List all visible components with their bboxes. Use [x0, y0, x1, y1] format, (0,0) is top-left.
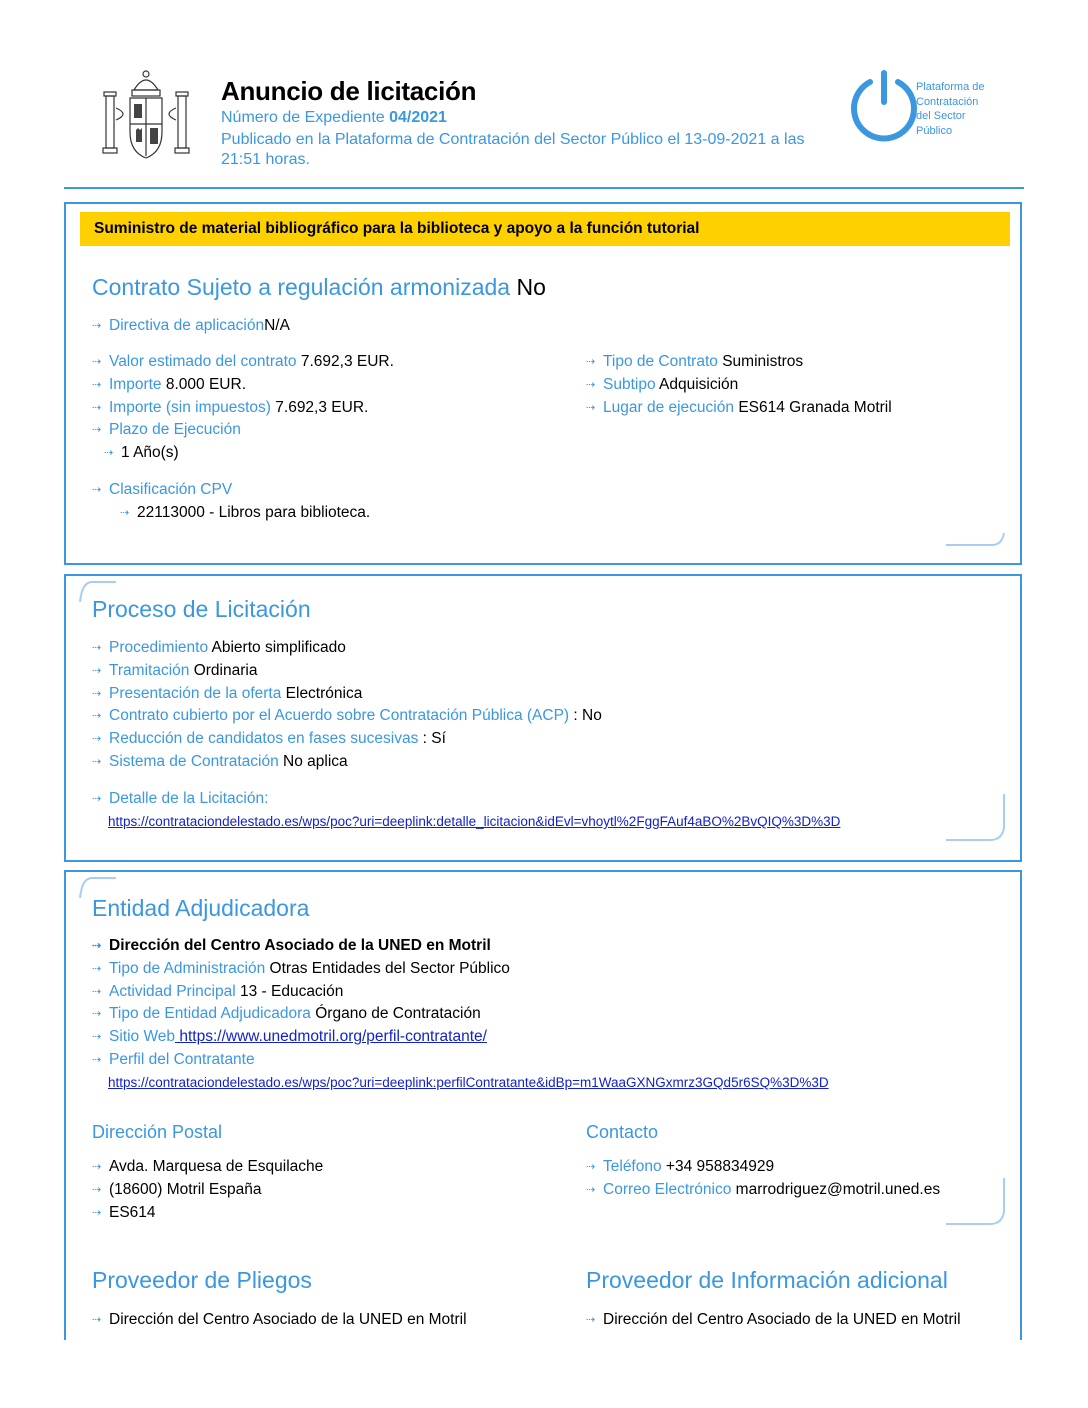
plazo-row: ⇢ Plazo de Ejecución — [92, 421, 241, 438]
actividad-row: ⇢ Actividad Principal 13 - Educación — [92, 983, 344, 1000]
sistema-row: ⇢ Sistema de Contratación No aplica — [92, 753, 348, 770]
platform-logo-line: Contratación — [916, 95, 979, 108]
arrow-icon: ⇢ — [92, 402, 102, 414]
entity-name-row: ⇢ Dirección del Centro Asociado de la UNED en Motril — [92, 937, 491, 954]
arrow-icon: ⇢ — [92, 793, 102, 805]
tramitacion-row: ⇢ Tramitación Ordinaria — [92, 662, 258, 679]
section-corner-decoration — [946, 529, 1006, 549]
arrow-icon: ⇢ — [92, 710, 102, 722]
arrow-icon: ⇢ — [92, 1161, 102, 1173]
importe-sin-row: ⇢ Importe (sin impuestos) 7.692,3 EUR. — [92, 399, 369, 416]
contract-title-bar: Suministro de material bibliográfico para la biblioteca y apoyo a la función tutorial — [80, 212, 1010, 246]
pliegos-row: ⇢ Dirección del Centro Asociado de la UNED en Motril — [92, 1311, 467, 1328]
perfil-contratante-link[interactable]: https://contrataciondelestado.es/wps/poc?uri=deeplink:perfilContratante&idBp=m1WaaGXNGxmrz3GQd5r6SQ%3D%3D — [108, 1075, 829, 1090]
plazo-value-row: ⇢ 1 Año(s) — [104, 444, 179, 461]
arrow-icon: ⇢ — [586, 402, 596, 414]
section-corner-decoration — [946, 1178, 1006, 1228]
process-section — [64, 574, 1022, 862]
postal-line: ⇢ (18600) Motril España — [92, 1181, 262, 1198]
arrow-icon: ⇢ — [92, 986, 102, 998]
arrow-icon: ⇢ — [92, 733, 102, 745]
entity-heading: Entidad Adjudicadora — [92, 895, 310, 921]
platform-power-icon — [848, 70, 920, 142]
cpv-row: ⇢ Clasificación CPV — [92, 481, 233, 498]
contact-heading: Contacto — [586, 1122, 659, 1142]
published-date: Publicado en la Plataforma de Contratación del Sector Público el 13-09-2021 a las 21:51 horas. — [221, 131, 805, 168]
importe-row: ⇢ Importe 8.000 EUR. — [92, 376, 247, 393]
perfil-row: ⇢ Perfil del Contratante — [92, 1051, 255, 1068]
sitio-web-link[interactable]: https://www.unedmotril.org/perfil-contratante/ — [175, 1028, 487, 1045]
arrow-icon: ⇢ — [120, 507, 130, 519]
arrow-icon: ⇢ — [92, 424, 102, 436]
platform-logo-line: del Sector — [916, 110, 966, 122]
arrow-icon: ⇢ — [92, 665, 102, 677]
contract-heading-value: No — [516, 274, 546, 300]
arrow-icon: ⇢ — [586, 1161, 596, 1173]
info-adicional-row: ⇢ Dirección del Centro Asociado de la UNED en Motril — [586, 1311, 961, 1328]
arrow-icon: ⇢ — [92, 1314, 102, 1326]
tipo-contrato-row: ⇢ Tipo de Contrato Suministros — [586, 353, 804, 370]
arrow-icon: ⇢ — [586, 356, 596, 368]
valor-row: ⇢ Valor estimado del contrato 7.692,3 EUR. — [92, 353, 394, 370]
lugar-row: ⇢ Lugar de ejecución ES614 Granada Motril — [586, 399, 892, 416]
pliegos-heading: Proveedor de Pliegos — [92, 1267, 312, 1293]
expediente-label: Número de Expediente — [221, 109, 390, 126]
header-divider — [64, 187, 1024, 189]
arrow-icon: ⇢ — [92, 688, 102, 700]
arrow-icon: ⇢ — [92, 320, 102, 332]
subtipo-row: ⇢ Subtipo Adquisición — [586, 376, 739, 393]
acp-row: ⇢ Contrato cubierto por el Acuerdo sobre Contratación Pública (ACP) : No — [92, 707, 602, 724]
platform-logo-text — [916, 80, 984, 138]
arrow-icon: ⇢ — [92, 1008, 102, 1020]
tipo-entidad-row: ⇢ Tipo de Entidad Adjudicadora Órgano de Contratación — [92, 1005, 481, 1022]
presentacion-row: ⇢ Presentación de la oferta Electrónica — [92, 685, 363, 702]
entity-section — [64, 870, 1022, 1340]
platform-logo-line: Público — [916, 124, 953, 137]
arrow-icon: ⇢ — [92, 756, 102, 768]
coat-of-arms-icon — [100, 68, 192, 172]
process-heading: Proceso de Licitación — [92, 596, 311, 622]
perfil-link-row — [108, 1073, 829, 1093]
arrow-icon: ⇢ — [92, 1207, 102, 1219]
arrow-icon: ⇢ — [104, 447, 114, 459]
correo-row: ⇢ Correo Electrónico marrodriguez@motril.uned.es — [586, 1181, 941, 1198]
page-title: Anuncio de licitación — [221, 76, 477, 106]
sitio-web-row: ⇢ Sitio Web https://www.unedmotril.org/perfil-contratante/ — [92, 1028, 487, 1045]
detalle-row: ⇢ Detalle de la Licitación: — [92, 790, 269, 807]
arrow-icon: ⇢ — [586, 1184, 596, 1196]
arrow-icon: ⇢ — [92, 1054, 102, 1066]
section-corner-decoration — [946, 794, 1006, 844]
arrow-icon: ⇢ — [92, 1031, 102, 1043]
postal-line: ⇢ Avda. Marquesa de Esquilache — [92, 1158, 324, 1175]
expediente-line — [221, 108, 447, 128]
arrow-icon: ⇢ — [586, 1314, 596, 1326]
tipo-admin-row: ⇢ Tipo de Administración Otras Entidades del Sector Público — [92, 960, 510, 977]
directiva-row: ⇢ Directiva de aplicaciónN/A — [92, 317, 290, 334]
arrow-icon: ⇢ — [92, 963, 102, 975]
detalle-link-row — [108, 812, 840, 832]
arrow-icon: ⇢ — [92, 484, 102, 496]
arrow-icon: ⇢ — [92, 379, 102, 391]
arrow-icon: ⇢ — [586, 379, 596, 391]
contract-heading: Contrato Sujeto a regulación armonizada No — [92, 274, 546, 300]
arrow-icon: ⇢ — [92, 356, 102, 368]
cpv-value-row: ⇢ 22113000 - Libros para biblioteca. — [120, 504, 371, 521]
postal-line: ⇢ ES614 — [92, 1204, 156, 1221]
arrow-icon: ⇢ — [92, 642, 102, 654]
contract-section — [64, 202, 1022, 565]
expediente-number: 04/2021 — [389, 109, 447, 126]
reduccion-row: ⇢ Reducción de candidatos en fases sucesivas : Sí — [92, 730, 446, 747]
info-adicional-heading: Proveedor de Información adicional — [586, 1267, 948, 1293]
procedimiento-row: ⇢ Procedimiento Abierto simplificado — [92, 639, 346, 656]
postal-heading: Dirección Postal — [92, 1122, 223, 1142]
telefono-row: ⇢ Teléfono +34 958834929 — [586, 1158, 775, 1175]
arrow-icon: ⇢ — [92, 940, 102, 952]
arrow-icon: ⇢ — [92, 1184, 102, 1196]
platform-logo-line: Plataforma de — [916, 81, 985, 93]
detalle-licitacion-link[interactable]: https://contrataciondelestado.es/wps/poc?uri=deeplink:detalle_licitacion&idEvl=vhoytl%2FggFAuf4aBO%2BvQIQ%3D%3D — [108, 814, 841, 829]
